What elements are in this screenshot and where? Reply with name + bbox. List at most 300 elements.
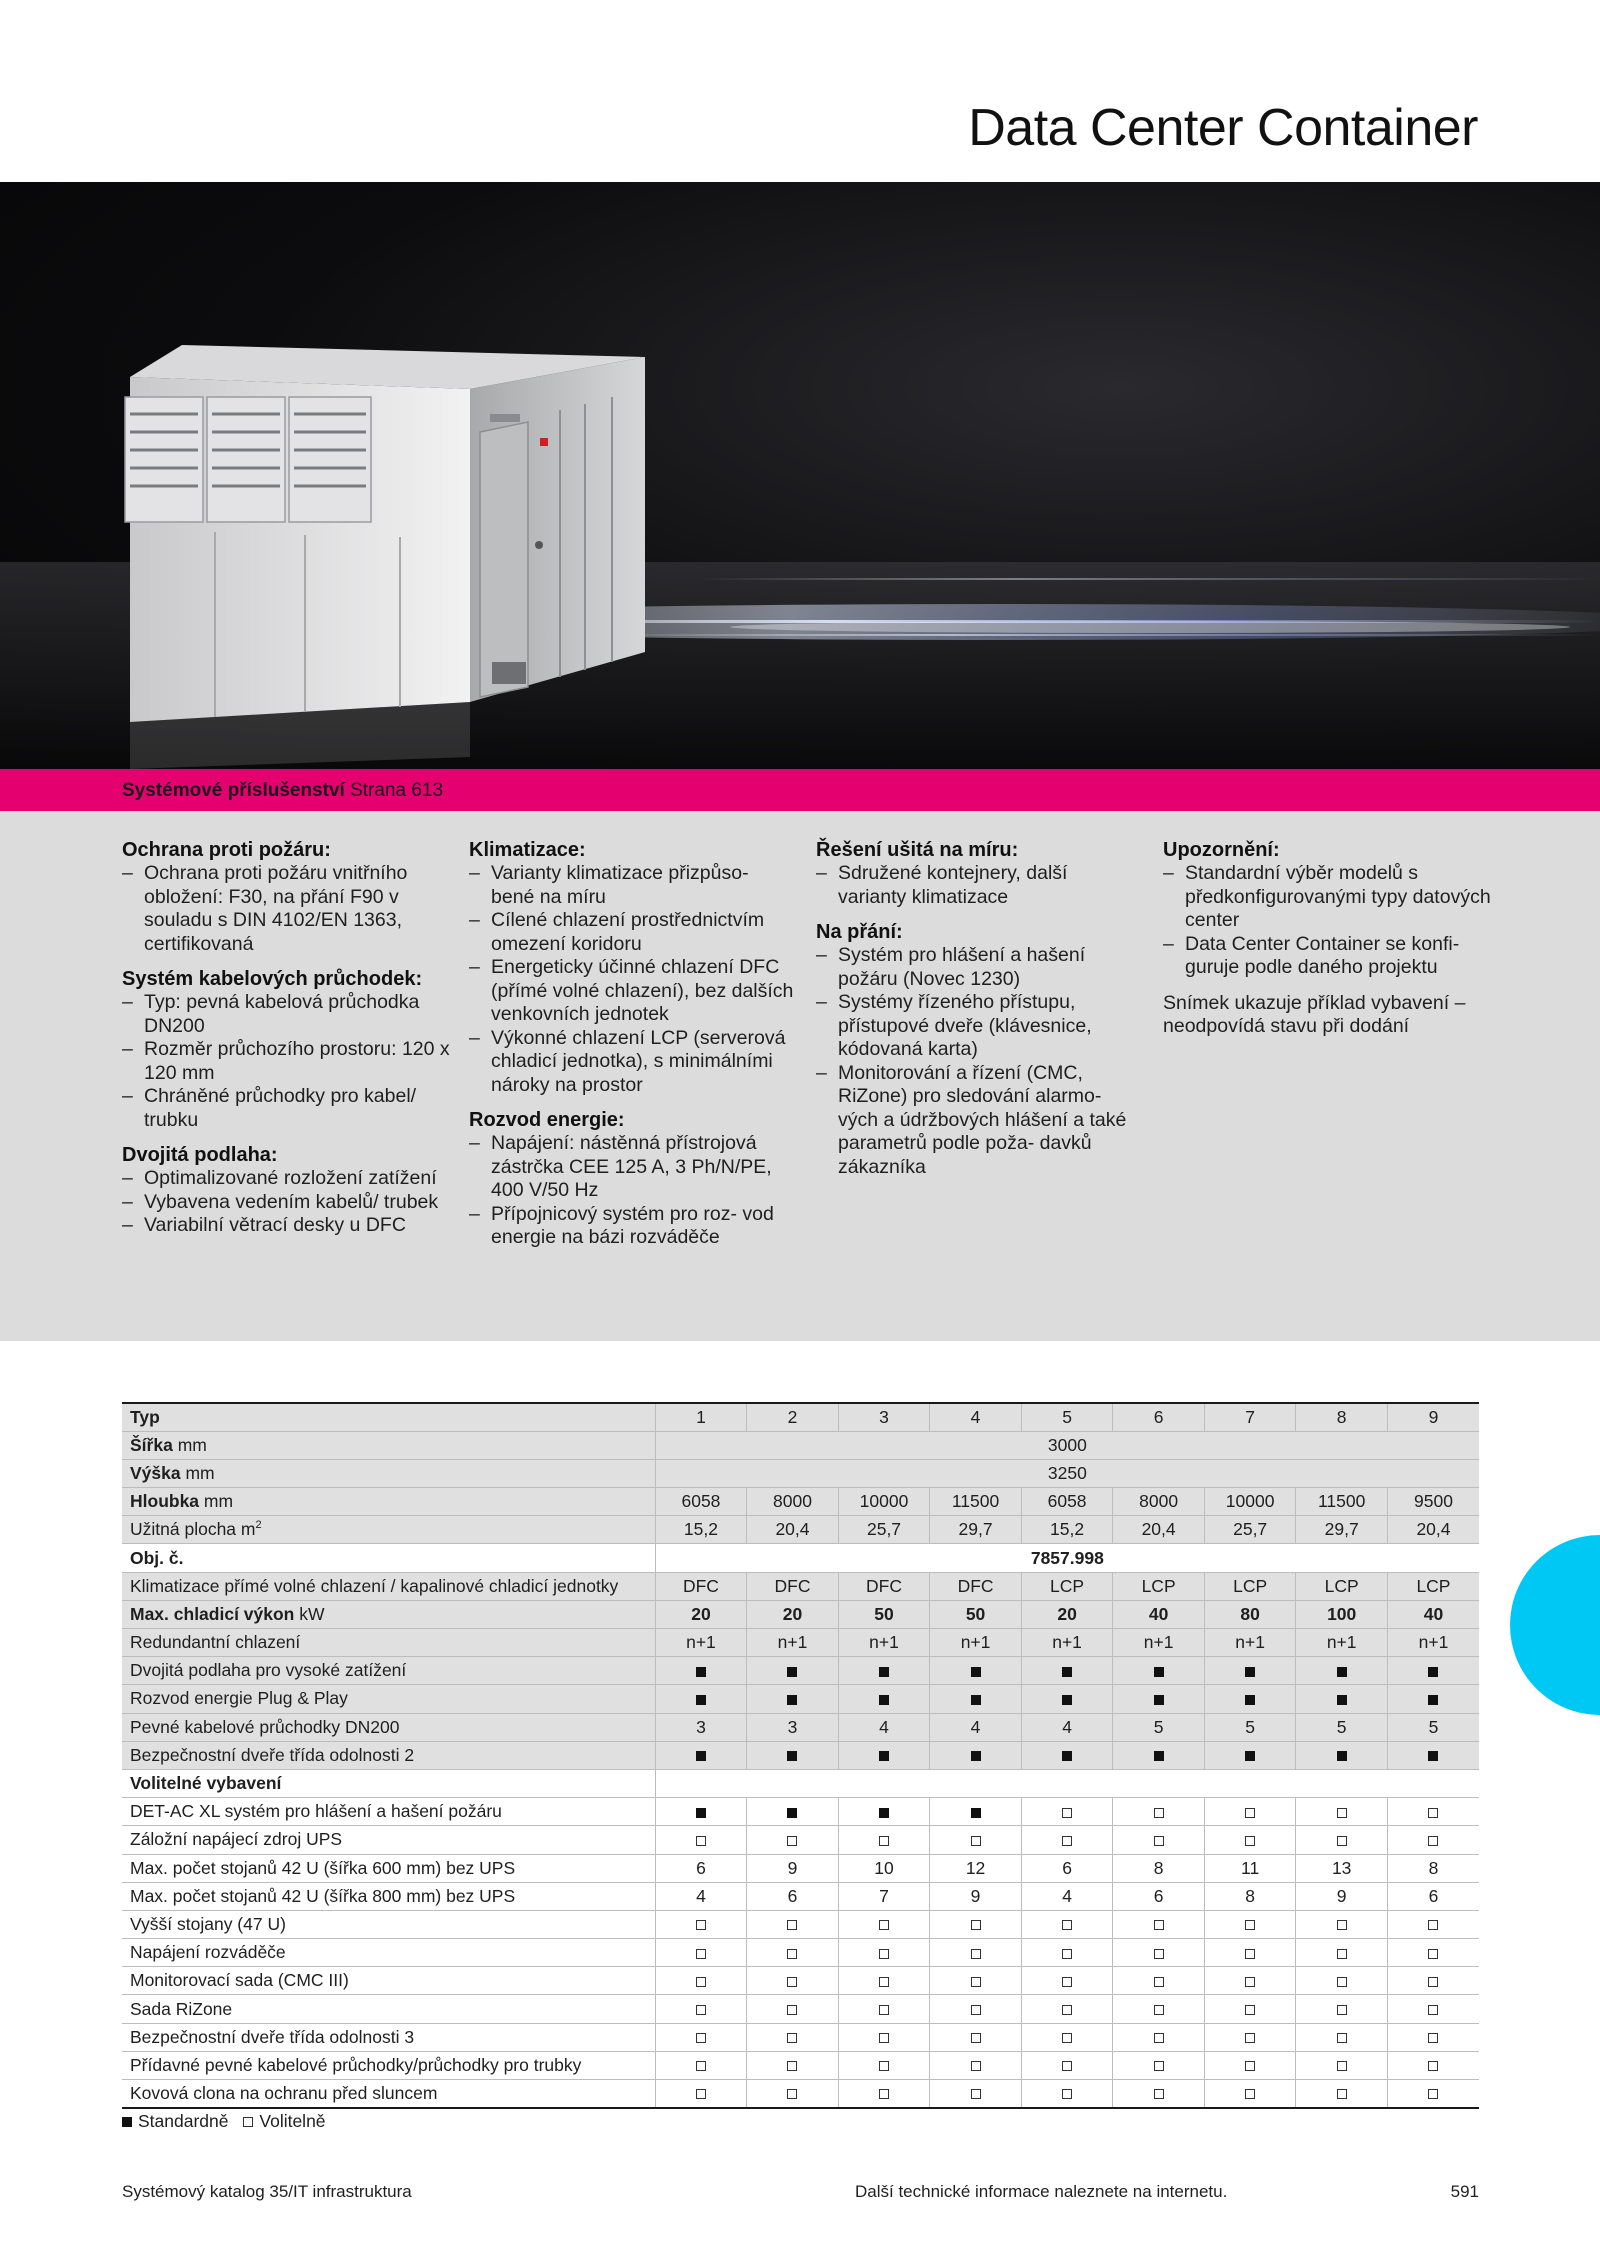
empty-square-icon — [1062, 1949, 1072, 1959]
row-label: Kovová clona na ochranu před sluncem — [122, 2080, 655, 2108]
empty-square-icon — [1062, 2005, 1072, 2015]
filled-square-icon — [1245, 1751, 1255, 1761]
table-cell — [747, 1685, 839, 1713]
table-cell — [1113, 1826, 1205, 1854]
empty-square-icon — [1062, 2061, 1072, 2071]
row-label: Přídavné pevné kabelové průchodky/průchodky pro trubky — [122, 2051, 655, 2079]
table-cell — [1113, 1967, 1205, 1995]
table-cell — [655, 1910, 747, 1938]
empty-square-icon — [1245, 2061, 1255, 2071]
table-cell: 6058 — [1021, 1488, 1113, 1516]
empty-square-icon — [1428, 1836, 1438, 1846]
table-cell — [838, 2080, 930, 2108]
filled-square-icon — [696, 1808, 706, 1818]
empty-square-icon — [879, 2033, 889, 2043]
filled-square-icon — [971, 1667, 981, 1677]
list-item: – Systémy řízeného přístupu, přístupové dveře (klávesnice, kódovaná karta) — [816, 991, 1141, 1062]
table-cell — [930, 1826, 1022, 1854]
table-cell — [838, 1967, 930, 1995]
empty-square-icon — [787, 2089, 797, 2099]
row-label: Monitorovací sada (CMC III) — [122, 1967, 655, 1995]
filled-square-icon — [696, 1751, 706, 1761]
row-label: Užitná plocha $m^2$ — [122, 1516, 655, 1544]
table-cell — [930, 2023, 1022, 2051]
table-cell: 6058 — [655, 1488, 747, 1516]
table-cell: 8 — [1204, 1882, 1296, 1910]
table-cell — [930, 1910, 1022, 1938]
table-cell — [1296, 1798, 1388, 1826]
table-cell — [747, 1798, 839, 1826]
row-label: Pevné kabelové průchodky DN200 — [122, 1713, 655, 1741]
table-cell — [655, 1685, 747, 1713]
table-cell: 6 — [655, 1854, 747, 1882]
filled-square-icon — [879, 1695, 889, 1705]
empty-square-icon — [971, 1920, 981, 1930]
feature-column-3 — [816, 839, 1141, 1179]
row-label: Bezpečnostní dveře třída odolnosti 3 — [122, 2023, 655, 2051]
filled-square-icon — [1062, 1667, 1072, 1677]
table-cell: 4 — [930, 1403, 1022, 1431]
row-label: Max. počet stojanů 42 U (šířka 600 mm) bez UPS — [122, 1854, 655, 1882]
empty-square-icon — [696, 1836, 706, 1846]
empty-square-icon — [1337, 2061, 1347, 2071]
empty-square-icon — [1337, 2089, 1347, 2099]
table-cell: n+1 — [838, 1629, 930, 1657]
table-row — [122, 1882, 1479, 1910]
filled-square-icon — [1337, 1751, 1347, 1761]
table-cell — [838, 1798, 930, 1826]
table-row — [122, 1600, 1479, 1628]
row-label: Obj. č. — [122, 1544, 655, 1572]
table-cell: DFC — [655, 1572, 747, 1600]
table-cell — [838, 1995, 930, 2023]
table-cell — [930, 1967, 1022, 1995]
table-cell: 7857.998 — [655, 1544, 1479, 1572]
table-cell: 10 — [838, 1854, 930, 1882]
table-cell — [1113, 2051, 1205, 2079]
table-cell — [1021, 1910, 1113, 1938]
table-cell — [838, 1741, 930, 1769]
empty-square-icon — [1154, 1836, 1164, 1846]
table-cell — [1113, 1685, 1205, 1713]
table-row — [122, 1685, 1479, 1713]
table-cell — [1387, 1685, 1479, 1713]
page-number: 591 — [1450, 2182, 1479, 2201]
row-label: Redundantní chlazení — [122, 1629, 655, 1657]
row-label: Šířka mm — [122, 1431, 655, 1459]
table-cell: 2 — [747, 1403, 839, 1431]
table-cell: 40 — [1113, 1600, 1205, 1628]
empty-square-icon — [1245, 1836, 1255, 1846]
table-cell — [1021, 1798, 1113, 1826]
table-cell — [1021, 2023, 1113, 2051]
table-cell — [1387, 1995, 1479, 2023]
container-illustration — [0, 182, 1600, 769]
empty-square-icon — [1154, 1949, 1164, 1959]
table-cell — [1021, 1995, 1113, 2023]
table-cell: 7 — [838, 1882, 930, 1910]
filled-square-icon — [971, 1808, 981, 1818]
list-item: – Přípojnicový systém pro roz- vod energie na bázi rozváděče — [469, 1203, 794, 1250]
accessory-label: Systémové příslušenství — [122, 780, 345, 801]
empty-square-icon — [1428, 1949, 1438, 1959]
table-cell: 5 — [1021, 1403, 1113, 1431]
table-cell: 50 — [838, 1600, 930, 1628]
accessory-bar — [0, 769, 1600, 811]
list-item: – Výkonné chlazení LCP (serverová chladicí jednotka), s minimálními nároky na prostor — [469, 1027, 794, 1098]
empty-square-icon — [1154, 2005, 1164, 2015]
table-cell: 5 — [1113, 1713, 1205, 1741]
table-cell: n+1 — [1113, 1629, 1205, 1657]
filled-square-icon — [879, 1667, 889, 1677]
row-label: Hloubka mm — [122, 1488, 655, 1516]
empty-square-icon — [1154, 1808, 1164, 1818]
empty-square-icon — [1428, 2033, 1438, 2043]
table-cell: 4 — [838, 1713, 930, 1741]
table-cell — [1204, 1826, 1296, 1854]
table-cell: 5 — [1387, 1713, 1479, 1741]
table-cell: 5 — [1296, 1713, 1388, 1741]
filled-square-icon — [696, 1695, 706, 1705]
table-cell: 15,2 — [1021, 1516, 1113, 1544]
table-cell — [1204, 2080, 1296, 2108]
empty-square-icon — [971, 1836, 981, 1846]
accessory-link[interactable] — [122, 780, 443, 802]
section-spacer — [655, 1769, 1479, 1797]
table-cell — [747, 1995, 839, 2023]
table-cell — [1113, 1939, 1205, 1967]
section-tab-marker — [1510, 1535, 1600, 1715]
empty-square-icon — [787, 1949, 797, 1959]
feature-panel — [0, 811, 1600, 1341]
list-item: – Standardní výběr modelů s předkonfigurovanými typy datových center — [1163, 862, 1493, 933]
empty-square-icon — [696, 2061, 706, 2071]
table-cell: 20 — [747, 1600, 839, 1628]
table-cell: 3000 — [655, 1431, 1479, 1459]
table-cell: 9 — [1387, 1403, 1479, 1431]
empty-square-icon — [1245, 1808, 1255, 1818]
empty-square-icon — [787, 2061, 797, 2071]
list-item: – Ochrana proti požáru vnitřního obložení: F30, na přání F90 v souladu s DIN 4102/EN 1363, certifikovaná — [122, 862, 452, 956]
table-cell — [655, 1657, 747, 1685]
legend-standard: Standardně — [138, 2111, 229, 2131]
table-cell — [1296, 1657, 1388, 1685]
table-row — [122, 1769, 1479, 1797]
filled-square-icon — [971, 1695, 981, 1705]
filled-square-icon — [787, 1695, 797, 1705]
table-cell: 50 — [930, 1600, 1022, 1628]
table-cell: 4 — [930, 1713, 1022, 1741]
table-cell: 20,4 — [1387, 1516, 1479, 1544]
table-cell — [1021, 1741, 1113, 1769]
table-cell: 3 — [655, 1713, 747, 1741]
table-cell — [1204, 1939, 1296, 1967]
table-cell — [1021, 2080, 1113, 2108]
table-cell — [1204, 2023, 1296, 2051]
feature-column-4 — [1163, 839, 1493, 1039]
heading-power: Rozvod energie: — [469, 1109, 625, 1131]
table-cell — [1021, 1685, 1113, 1713]
filled-square-icon — [1337, 1695, 1347, 1705]
spec-table — [122, 1402, 1479, 2109]
list-item: – Variabilní větrací desky u DFC — [122, 1214, 452, 1238]
table-cell — [1204, 1685, 1296, 1713]
row-label: Sada RiZone — [122, 1995, 655, 2023]
row-label: DET-AC XL systém pro hlášení a hašení požáru — [122, 1798, 655, 1826]
filled-square-icon — [971, 1751, 981, 1761]
list-item: – Napájení: nástěnná přístrojová zástrčka CEE 125 A, 3 Ph/N/PE, 400 V/50 Hz — [469, 1132, 794, 1203]
table-row — [122, 1431, 1479, 1459]
table-cell — [1113, 2080, 1205, 2108]
table-cell: LCP — [1021, 1572, 1113, 1600]
table-cell — [1204, 2051, 1296, 2079]
table-cell: 15,2 — [655, 1516, 747, 1544]
empty-square-icon — [971, 2089, 981, 2099]
page-title: Data Center Container — [968, 99, 1478, 157]
empty-square-icon — [879, 2005, 889, 2015]
table-cell — [1204, 1967, 1296, 1995]
empty-square-icon — [696, 2089, 706, 2099]
table-row — [122, 1939, 1479, 1967]
table-cell — [1296, 1939, 1388, 1967]
empty-square-icon — [1337, 2033, 1347, 2043]
table-cell — [838, 1939, 930, 1967]
empty-square-icon — [1428, 2089, 1438, 2099]
empty-square-icon — [696, 1920, 706, 1930]
filled-square-icon — [1154, 1667, 1164, 1677]
table-cell: DFC — [838, 1572, 930, 1600]
table-cell — [1021, 1967, 1113, 1995]
empty-square-icon — [1337, 1920, 1347, 1930]
table-row — [122, 1544, 1479, 1572]
empty-square-icon — [787, 1836, 797, 1846]
table-cell — [930, 2080, 1022, 2108]
table-cell — [1113, 1741, 1205, 1769]
list-item: – Energeticky účinné chlazení DFC (přímé volné chlazení), bez dalších venkovních jednotek — [469, 956, 794, 1027]
filled-square-icon — [1154, 1751, 1164, 1761]
heading-cable-entry: Systém kabelových průchodek: — [122, 968, 423, 990]
table-cell — [1113, 1995, 1205, 2023]
empty-square-icon — [971, 2033, 981, 2043]
empty-square-icon — [879, 1949, 889, 1959]
row-label: Volitelné vybavení — [122, 1769, 655, 1797]
feature-column-1 — [122, 839, 452, 1238]
heading-note: Upozornění: — [1163, 839, 1280, 861]
table-cell — [655, 2051, 747, 2079]
table-cell: 1 — [655, 1403, 747, 1431]
table-cell: 6 — [1021, 1854, 1113, 1882]
empty-square-icon — [1337, 2005, 1347, 2015]
table-cell — [1113, 2023, 1205, 2051]
footer-info: Další technické informace naleznete na internetu. — [855, 2182, 1228, 2201]
empty-square-icon — [1062, 1977, 1072, 1987]
empty-square-icon — [1062, 1836, 1072, 1846]
table-cell: 3 — [747, 1713, 839, 1741]
empty-square-icon — [1337, 1836, 1347, 1846]
table-cell — [930, 1939, 1022, 1967]
heading-raised-floor: Dvojitá podlaha: — [122, 1144, 278, 1166]
filled-square-icon — [1428, 1667, 1438, 1677]
table-cell — [1204, 1910, 1296, 1938]
list-item: – Monitorování a řízení (CMC, RiZone) pro sledování alarmo- vých a údržbových hlášení a také parametrů podle poža- davků zákazníka — [816, 1062, 1141, 1180]
filled-square-icon — [1245, 1667, 1255, 1677]
row-label: Max. chladicí výkon kW — [122, 1600, 655, 1628]
table-cell: 20,4 — [1113, 1516, 1205, 1544]
list-item: – Typ: pevná kabelová průchodka DN200 — [122, 991, 452, 1038]
table-cell — [1387, 1939, 1479, 1967]
table-cell — [1296, 2051, 1388, 2079]
empty-square-icon — [1245, 1977, 1255, 1987]
table-cell — [838, 1910, 930, 1938]
empty-square-icon — [1062, 1920, 1072, 1930]
table-cell: 8000 — [1113, 1488, 1205, 1516]
empty-square-icon — [879, 2089, 889, 2099]
heading-custom-solutions: Řešení ušitá na míru: — [816, 839, 1019, 861]
table-cell: n+1 — [1204, 1629, 1296, 1657]
table-cell — [1204, 1657, 1296, 1685]
table-cell: 13 — [1296, 1854, 1388, 1882]
table-cell: 20 — [655, 1600, 747, 1628]
table-cell: 5 — [1204, 1713, 1296, 1741]
table-cell — [838, 2051, 930, 2079]
table-cell: n+1 — [655, 1629, 747, 1657]
table-cell: 3250 — [655, 1459, 1479, 1487]
empty-square-icon — [787, 2005, 797, 2015]
table-cell — [1113, 1910, 1205, 1938]
empty-square-icon — [1062, 2089, 1072, 2099]
table-row — [122, 1741, 1479, 1769]
table-cell: 8 — [1113, 1854, 1205, 1882]
table-cell — [1387, 1657, 1479, 1685]
row-label: Záložní napájecí zdroj UPS — [122, 1826, 655, 1854]
table-cell — [930, 1657, 1022, 1685]
table-cell: 8000 — [747, 1488, 839, 1516]
table-row — [122, 1572, 1479, 1600]
empty-square-icon — [1154, 1977, 1164, 1987]
table-cell — [1296, 1741, 1388, 1769]
table-cell: 25,7 — [838, 1516, 930, 1544]
table-cell: LCP — [1113, 1572, 1205, 1600]
table-cell — [1021, 2051, 1113, 2079]
table-cell: 9 — [1296, 1882, 1388, 1910]
empty-square-icon — [1062, 2033, 1072, 2043]
table-cell: 9 — [747, 1854, 839, 1882]
table-cell — [838, 1657, 930, 1685]
list-item: – Varianty klimatizace přizpůso- bené na míru — [469, 862, 794, 909]
row-label: Klimatizace přímé volné chlazení / kapalinové chladicí jednotky — [122, 1572, 655, 1600]
table-row — [122, 1657, 1479, 1685]
row-label: Napájení rozváděče — [122, 1939, 655, 1967]
empty-square-icon — [1154, 2033, 1164, 2043]
table-cell — [838, 2023, 930, 2051]
table-cell — [1387, 1910, 1479, 1938]
table-cell — [930, 1995, 1022, 2023]
table-cell: 80 — [1204, 1600, 1296, 1628]
table-cell — [1204, 1995, 1296, 2023]
row-label: Typ — [122, 1403, 655, 1431]
table-cell — [1387, 1741, 1479, 1769]
table-cell — [1113, 1657, 1205, 1685]
table-row — [122, 2023, 1479, 2051]
table-cell: 6 — [1113, 1882, 1205, 1910]
table-cell — [1296, 1910, 1388, 1938]
table-cell — [930, 2051, 1022, 2079]
empty-square-icon — [971, 2005, 981, 2015]
table-row — [122, 1629, 1479, 1657]
empty-square-icon — [1062, 1808, 1072, 1818]
table-cell — [1296, 1685, 1388, 1713]
row-label: Vyšší stojany (47 U) — [122, 1910, 655, 1938]
table-cell — [838, 1826, 930, 1854]
table-cell — [930, 1685, 1022, 1713]
filled-square-icon — [696, 1667, 706, 1677]
table-cell: 11 — [1204, 1854, 1296, 1882]
empty-square-icon — [879, 1977, 889, 1987]
filled-square-icon — [787, 1751, 797, 1761]
empty-square-icon — [1245, 2089, 1255, 2099]
table-cell: n+1 — [747, 1629, 839, 1657]
empty-square-icon — [1245, 1949, 1255, 1959]
table-cell: 11500 — [930, 1488, 1022, 1516]
filled-square-icon — [787, 1808, 797, 1818]
table-cell — [747, 1657, 839, 1685]
list-item: – Cílené chlazení prostřednictvím omezení koridoru — [469, 909, 794, 956]
table-cell: 40 — [1387, 1600, 1479, 1628]
table-row — [122, 1403, 1479, 1431]
table-cell — [747, 1967, 839, 1995]
list-item: – Data Center Container se konfi- guruje podle daného projektu — [1163, 933, 1493, 980]
table-cell: n+1 — [1021, 1629, 1113, 1657]
table-cell — [1296, 1995, 1388, 2023]
table-cell: 25,7 — [1204, 1516, 1296, 1544]
table-cell — [747, 1826, 839, 1854]
table-cell — [655, 1741, 747, 1769]
empty-square-icon — [1154, 2089, 1164, 2099]
table-cell — [1296, 1967, 1388, 1995]
legend — [122, 2111, 326, 2132]
table-cell — [1387, 1798, 1479, 1826]
table-cell — [655, 1939, 747, 1967]
table-row — [122, 1910, 1479, 1938]
table-cell — [655, 1826, 747, 1854]
list-item: – Optimalizované rozložení zatížení — [122, 1167, 452, 1191]
empty-square-icon — [696, 1977, 706, 1987]
table-cell — [655, 1798, 747, 1826]
filled-square-icon — [1428, 1695, 1438, 1705]
table-cell: n+1 — [1296, 1629, 1388, 1657]
table-cell — [1113, 1798, 1205, 1826]
table-cell: n+1 — [930, 1629, 1022, 1657]
empty-square-icon — [1428, 1977, 1438, 1987]
row-label: Výška mm — [122, 1459, 655, 1487]
table-cell — [1387, 1967, 1479, 1995]
empty-square-icon — [787, 2033, 797, 2043]
empty-square-icon — [1428, 1808, 1438, 1818]
empty-square-icon — [879, 1920, 889, 1930]
list-item: – Sdružené kontejnery, další varianty klimatizace — [816, 862, 1141, 909]
table-cell — [1296, 2023, 1388, 2051]
table-cell — [930, 1741, 1022, 1769]
list-item: – Chráněné průchodky pro kabel/ trubku — [122, 1085, 452, 1132]
table-cell — [1296, 1826, 1388, 1854]
table-cell — [1021, 1939, 1113, 1967]
row-label: Max. počet stojanů 42 U (šířka 800 mm) bez UPS — [122, 1882, 655, 1910]
table-row — [122, 2080, 1479, 2108]
table-cell: n+1 — [1387, 1629, 1479, 1657]
heading-on-request: Na přání: — [816, 921, 903, 943]
table-cell — [1387, 1826, 1479, 1854]
table-cell: 10000 — [1204, 1488, 1296, 1516]
